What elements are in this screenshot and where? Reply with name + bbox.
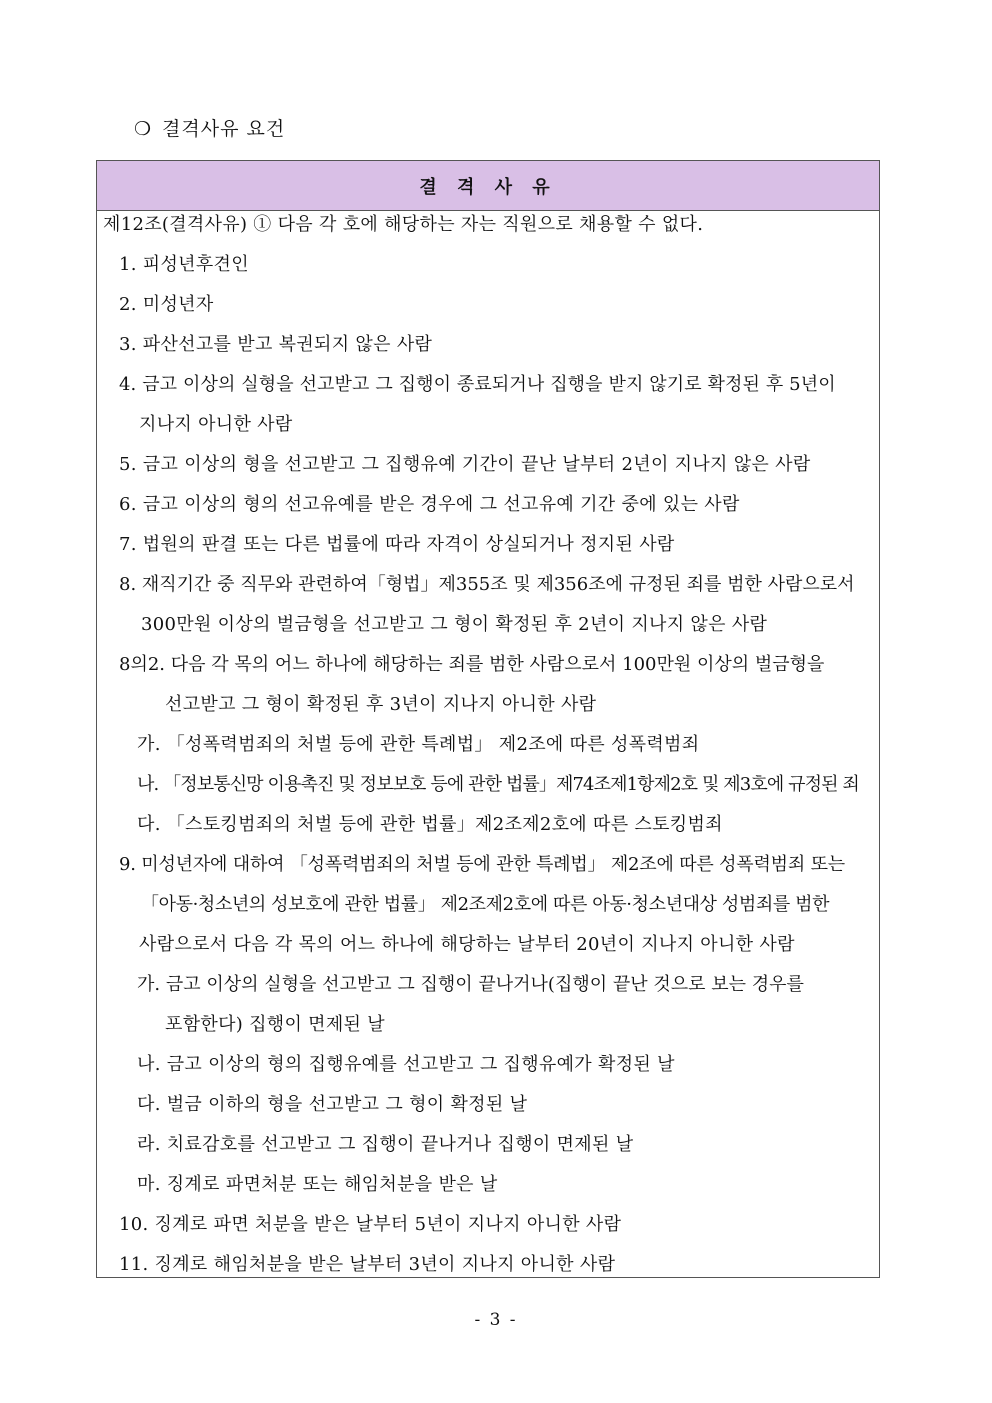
list-item: 5. 금고 이상의 형을 선고받고 그 집행유예 기간이 끝난 날부터 2년이 지나지 않은 사람	[119, 454, 811, 475]
box-header	[97, 161, 879, 211]
list-item: 10. 징계로 파면 처분을 받은 날부터 5년이 지나지 아니한 사람	[119, 1214, 622, 1235]
list-item: 2. 미성년자	[119, 294, 214, 315]
section-heading	[134, 114, 285, 141]
sub-item: 나. 금고 이상의 형의 집행유예를 선고받고 그 집행유예가 확정된 날	[137, 1054, 675, 1075]
sub-item: 가. 금고 이상의 실형을 선고받고 그 집행이 끝나거나(집행이 끝난 것으로 보는 경우를	[137, 974, 804, 995]
sub-item-continuation: 포함한다) 집행이 면제된 날	[165, 1014, 385, 1035]
list-item: 6. 금고 이상의 형의 선고유예를 받은 경우에 그 선고유예 기간 중에 있는 사람	[119, 494, 740, 515]
article-intro: 제12조(결격사유) ① 다음 각 호에 해당하는 자는 직원으로 채용할 수 없다.	[103, 214, 704, 235]
list-item: 4. 금고 이상의 실형을 선고받고 그 집행이 종료되거나 집행을 받지 않기로 확정된 후 5년이	[119, 374, 836, 395]
list-item: 7. 법원의 판결 또는 다른 법률에 따라 자격이 상실되거나 정지된 사람	[119, 534, 675, 555]
sub-item: 가. 「성폭력범죄의 처벌 등에 관한 특례법」 제2조에 따른 성폭력범죄	[137, 734, 700, 755]
page-number: - 3 -	[474, 1310, 518, 1330]
list-item-continuation: 「아동·청소년의 성보호에 관한 법률」 제2조제2호에 따른 아동·청소년대상 성범죄를 범한	[141, 894, 830, 915]
list-item: 1. 피성년후견인	[119, 254, 249, 275]
list-item-continuation: 300만원 이상의 벌금형을 선고받고 그 형이 확정된 후 2년이 지나지 않은 사람	[141, 614, 768, 635]
sub-item: 다. 「스토킹범죄의 처벌 등에 관한 법률」제2조제2호에 따른 스토킹범죄	[137, 814, 723, 835]
list-item: 8. 재직기간 중 직무와 관련하여「형법」제355조 및 제356조에 규정된 죄를 범한 사람으로서	[119, 574, 855, 595]
sub-item: 다. 벌금 이하의 형을 선고받고 그 형이 확정된 날	[137, 1094, 528, 1115]
disqualification-box	[96, 160, 880, 1278]
circle-bullet-icon: ❍	[134, 118, 153, 140]
list-item: 11. 징계로 해임처분을 받은 날부터 3년이 지나지 아니한 사람	[119, 1254, 616, 1275]
box-title: 결 격 사 유	[419, 176, 557, 198]
section-heading-text: 결격사유 요건	[162, 118, 286, 140]
list-item-continuation: 사람으로서 다음 각 목의 어느 하나에 해당하는 날부터 20년이 지나지 아니한 사람	[139, 934, 795, 955]
list-item-continuation: 지나지 아니한 사람	[139, 414, 293, 435]
list-item: 3. 파산선고를 받고 복권되지 않은 사람	[119, 334, 433, 355]
list-item: 8의2. 다음 각 목의 어느 하나에 해당하는 죄를 범한 사람으로서 100만원 이상의 벌금형을	[119, 654, 825, 675]
list-item: 9. 미성년자에 대하여 「성폭력범죄의 처벌 등에 관한 특례법」 제2조에 따른 성폭력범죄 또는	[119, 854, 845, 875]
sub-item: 라. 치료감호를 선고받고 그 집행이 끝나거나 집행이 면제된 날	[137, 1134, 634, 1155]
list-item-continuation: 선고받고 그 형이 확정된 후 3년이 지나지 아니한 사람	[165, 694, 597, 715]
sub-item: 나. 「정보통신망 이용촉진 및 정보보호 등에 관한 법률」제74조제1항제2호 및 제3호에 규정된 죄	[137, 774, 859, 795]
sub-item: 마. 징계로 파면처분 또는 해임처분을 받은 날	[137, 1174, 498, 1195]
